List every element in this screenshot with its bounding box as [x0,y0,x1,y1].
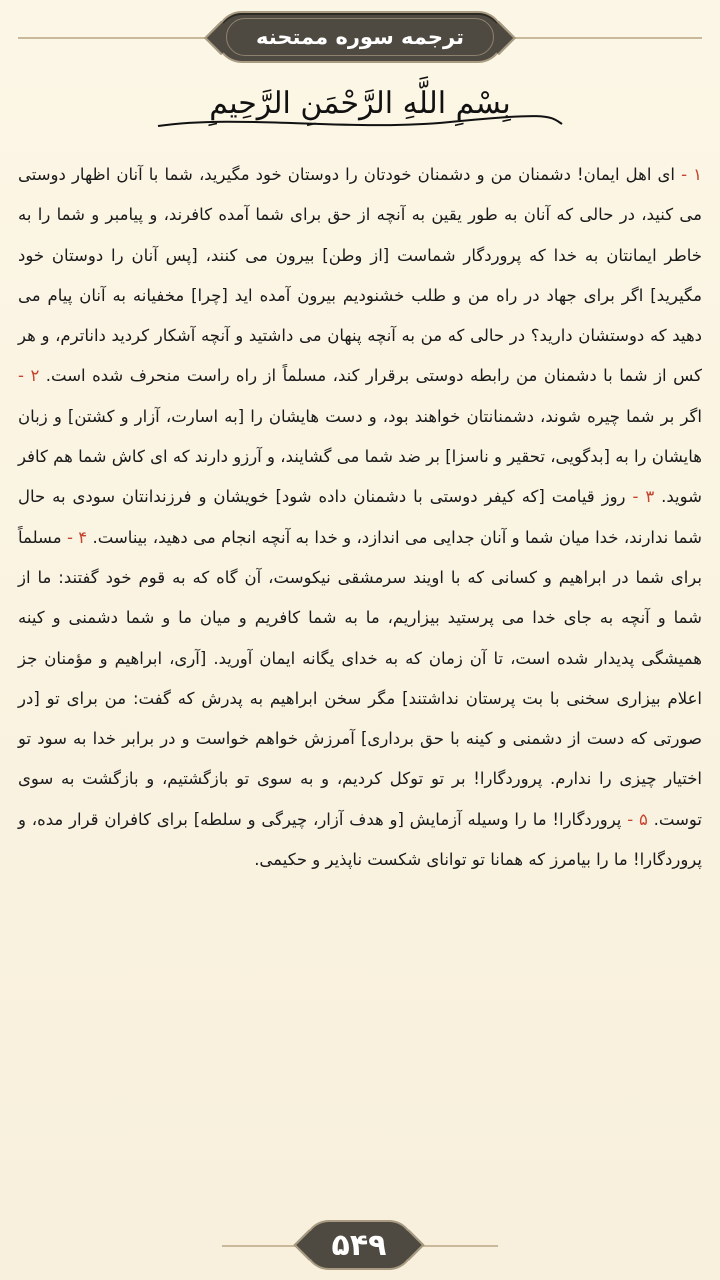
verse-number: ۴ - [66,527,88,547]
translation-text [18,155,702,880]
verse-number: ۱ - [681,165,702,184]
verse-text: اگر بر شما چیره شوند، دشمنانتان خواهند بود، و دست هایشان را [به اسارت، آزار و کشتن] و زبان هایشان را به [بدگویی، تحقیر و ناسزا] بر ضد شما می گشایند، و آرزو دارند که ای کاش شما هم کافر شوید. [18,406,703,507]
verse-text: پروردگارا! ما را وسیله آزمایش [و هدف آزار، چیرگی و سلطه] برای کافران قرار مده، و پروردگارا! ما را بیامرز که همانا تو توانای شکست ناپذیر و حکیمی. [18,809,702,870]
page-number: ۵۴۹ [331,1227,387,1263]
page-number-plate [306,1222,412,1268]
verse-text: مسلماً برای شما در ابراهیم و کسانی که با اویند سرمشقی نیکوست، آن گاه که به قوم خود گفتند: ما از شما و آنچه به جای خدا می پرستید بیزاریم، ما به شما کافریم و میان ما و شما دشمنی و کینه همیشگی پدیدار شده است، تا آن زمان که به خدای یگانه ایمان آورید. [آری، ابراهیم و مؤمنان جز اعلام بیزاری سخنی با بت پرستان نداشتند] مگر سخن ابراهیم به پدرش که گفت: من برای تو [در صورتی که دست از دشمنی و کینه با حق برداری] آمرزش خواهم خواست و در برابر خدا به سود تو اختیار چیزی را ندارم. پروردگارا! بر تو توکل کردیم، و به سوی تو بازگشتیم، و بازگشت به سوی توست. [18,527,703,829]
verse-number: ۵ - [627,809,648,829]
verse-number: ۲ - [18,366,40,386]
verse-text: ای اهل ایمان! دشمنان من و دشمنان خودتان را دوستان خود مگیرید، شما با آنان اظهار دوستی می کنید، در حالی که آنان به طور یقین به آنچه از حق برای شما آمده کافرند، و پیامبر و شما را به خاطر ایمانتان به خدا که پروردگار شماست [از وطن] بیرون می کنند، [پس آنان را دوستان خود مگیرید] اگر برای جهاد در راه من و طلب خشنودیم بیرون آمده اید [چرا] مخفیانه به آنان پیام می دهید که دوستشان دارید؟ در حالی که من به آنچه پنهان می داشتید و آنچه آشکار کردید داناترم، و هر کس از شما با دشمنان من رابطه دوستی برقرار کند، مسلماً از راه راست منحرف شده است. [18,165,702,386]
verse-text: روز قیامت [که کیفر دوستی با دشمنان داده شود] خویشان و فرزندانتان سودی به حال شما ندارند، خدا میان شما و آنان جدایی می اندازد، و خدا به آنچه انجام می دهید، بیناست. [18,487,703,547]
title-plate [218,13,502,61]
page-title: ترجمه سوره ممتحنه [256,25,464,49]
verse-number: ۳ - [632,487,655,507]
bismillah-flourish-icon [150,110,570,132]
title-frame [226,18,494,56]
bismillah: بِسْمِ اللَّهِ الرَّحْمَنِ الرَّحِيمِ [209,86,511,121]
